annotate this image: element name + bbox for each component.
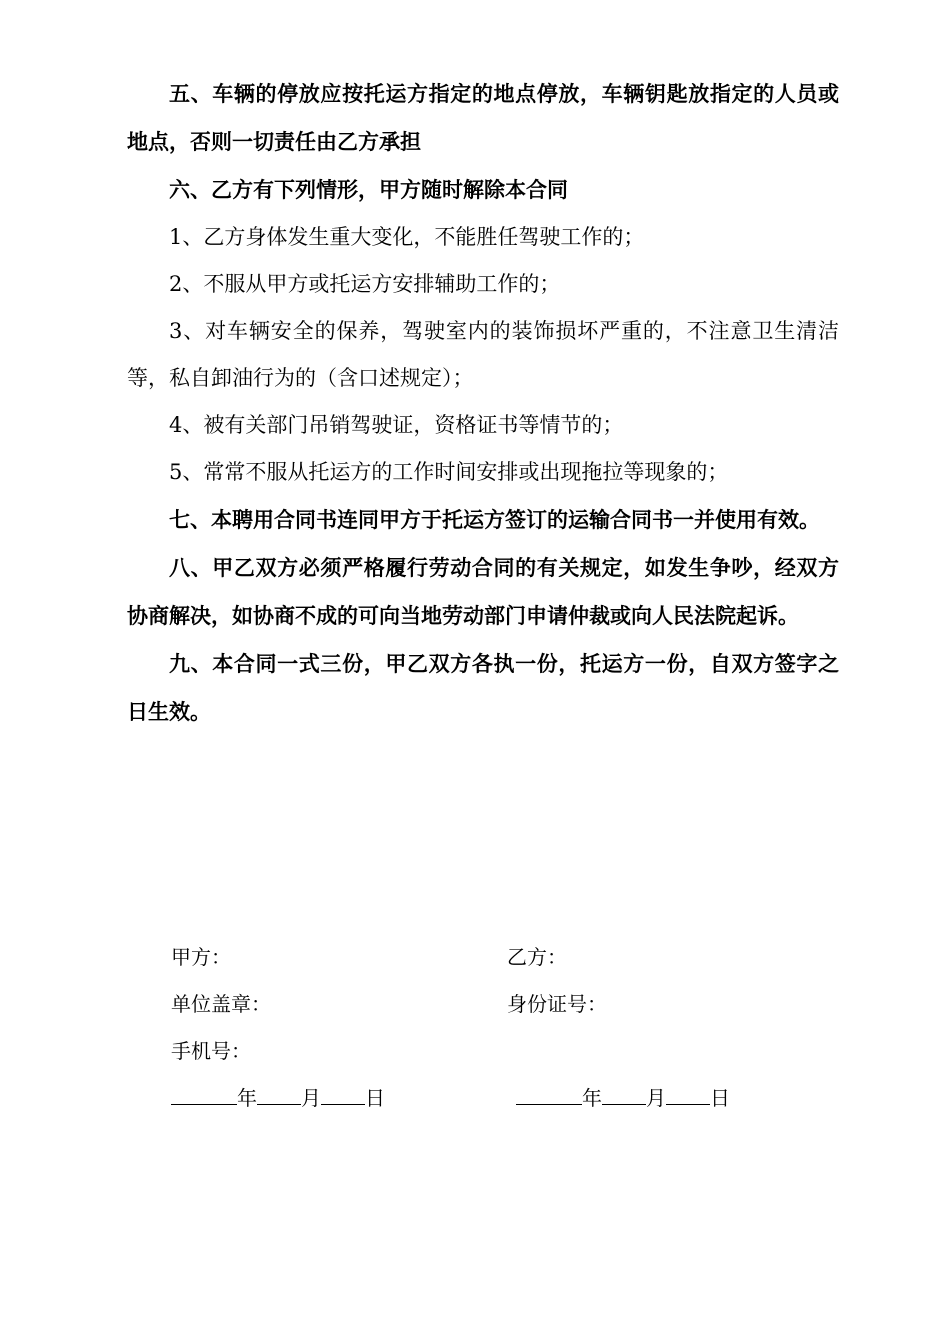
clause-6-item-4: 4、被有关部门吊销驾驶证，资格证书等情节的；	[169, 413, 624, 437]
clause-8: 八、甲乙双方必须严格履行劳动合同的有关规定，如发生争吵，经双方协商解决，如协商不成的可向当地劳动部门申请仲裁或向人民法院起诉。	[127, 555, 839, 628]
clause-9: 九、本合同一式三份，甲乙双方各执一份，托运方一份，自双方签字之日生效。	[127, 651, 839, 724]
party-a-date	[171, 1075, 385, 1122]
clause-6-item-1: 1、乙方身体发生重大变化，不能胜任驾驶工作的；	[169, 225, 645, 249]
party-b-date	[507, 1075, 730, 1122]
day-label: 日	[365, 1086, 385, 1110]
year-blank	[171, 1082, 237, 1105]
day-label: 日	[710, 1086, 730, 1110]
clause-6-item-2: 2、不服从甲方或托运方安排辅助工作的；	[169, 272, 561, 296]
day-blank	[321, 1082, 365, 1105]
clause-5: 五、车辆的停放应按托运方指定的地点停放，车辆钥匙放指定的人员或地点，否则一切责任由乙方承担	[127, 81, 839, 154]
party-b-id-label: 身份证号：	[507, 992, 607, 1016]
month-blank	[602, 1082, 646, 1105]
month-label: 月	[646, 1086, 666, 1110]
party-b-label: 乙方：	[507, 945, 567, 969]
year-blank	[516, 1082, 582, 1105]
spacer	[507, 1028, 730, 1075]
year-label: 年	[582, 1086, 602, 1110]
party-b-signature-block	[507, 934, 730, 1122]
party-a-signature-block	[171, 934, 385, 1122]
contract-clauses	[127, 70, 839, 736]
party-a-seal-label: 单位盖章：	[171, 992, 271, 1016]
day-blank	[666, 1082, 710, 1105]
party-a-label: 甲方：	[171, 945, 231, 969]
party-a-phone-label: 手机号：	[171, 1039, 251, 1063]
clause-6-item-3: 3、对车辆安全的保养，驾驶室内的装饰损坏严重的，不注意卫生清洁等，私自卸油行为的（含口述规定）；	[127, 319, 839, 390]
month-blank	[257, 1082, 301, 1105]
clause-6: 六、乙方有下列情形，甲方随时解除本合同	[169, 177, 568, 202]
clause-7: 七、本聘用合同书连同甲方于托运方签订的运输合同书一并使用有效。	[169, 507, 820, 532]
year-label: 年	[237, 1086, 257, 1110]
month-label: 月	[301, 1086, 321, 1110]
clause-6-item-5: 5、常常不服从托运方的工作时间安排或出现拖拉等现象的；	[169, 460, 729, 484]
